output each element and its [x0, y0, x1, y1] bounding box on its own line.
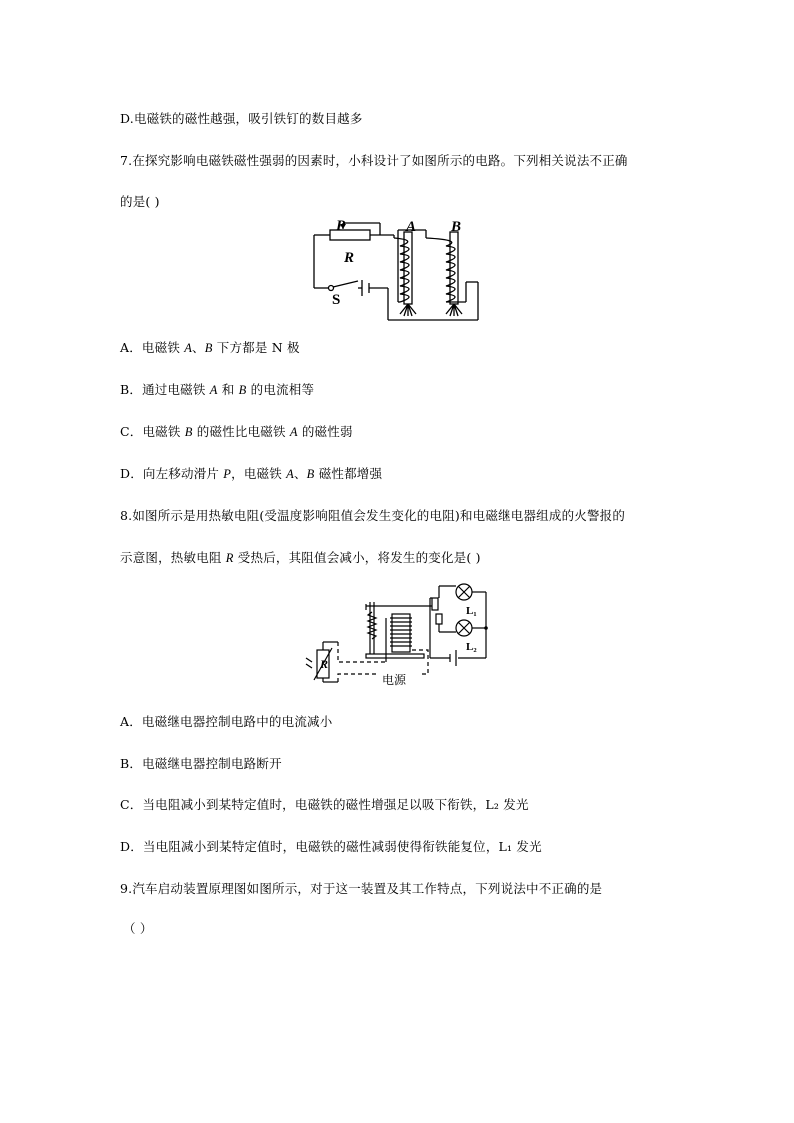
- text: B．通过电磁铁: [120, 382, 210, 397]
- option-d-q6: [120, 111, 363, 127]
- label-p: P: [336, 218, 346, 234]
- text: 的磁性弱: [297, 424, 353, 439]
- label-b: B: [451, 219, 462, 235]
- label-r: R: [320, 657, 329, 671]
- label-power-source: 电源: [382, 673, 407, 687]
- text: A．电磁继电器控制电路中的电流减小: [120, 714, 333, 729]
- question-7-stem-end: [120, 194, 160, 210]
- italic-b: B: [204, 341, 213, 355]
- text: D．向左移动滑片: [120, 466, 224, 481]
- text: 下方都是 N 极: [212, 340, 300, 355]
- text: ，电磁铁: [231, 466, 287, 481]
- text: A．电磁铁: [120, 340, 185, 355]
- label-l1: L₁: [466, 605, 477, 617]
- italic-b: B: [238, 383, 247, 397]
- text: D．当电阻减小到某特定值时，电磁铁的磁性减弱使得衔铁能复位，L₁ 发光: [120, 839, 542, 854]
- text: 7.在探究影响电磁铁磁性强弱的因素时，小科设计了如图所示的电路。下列相关说法不正确: [120, 153, 628, 168]
- italic-a: A: [184, 341, 193, 355]
- figure-relay-fire-alarm: [300, 578, 500, 690]
- question-9-blank: [123, 921, 153, 937]
- label-l2: L₂: [466, 641, 477, 653]
- label-s: S: [332, 292, 341, 308]
- text: B．电磁继电器控制电路断开: [120, 756, 282, 771]
- italic-b: B: [306, 467, 315, 481]
- option-d-q7: [120, 466, 382, 482]
- italic-p: P: [223, 467, 232, 481]
- option-d-q8: [120, 839, 542, 855]
- text: 、: [293, 466, 307, 481]
- option-c-q7: [120, 424, 353, 440]
- text: 磁性都增强: [314, 466, 383, 481]
- text: 的电流相等: [246, 382, 315, 397]
- text: （ ）: [123, 921, 153, 936]
- figure-electromagnet-circuit: [300, 218, 500, 328]
- italic-a: A: [209, 383, 218, 397]
- italic-r: R: [225, 551, 234, 565]
- italic-b: B: [184, 425, 193, 439]
- text: 8.如图所示是用热敏电阻(受温度影响阻值会发生变化的电阻)和电磁继电器组成的火警报的: [120, 508, 626, 523]
- question-8-stem: [120, 508, 625, 524]
- option-a-q7: [120, 340, 300, 356]
- text: 的磁性比电磁铁: [192, 424, 290, 439]
- option-c-q8: [120, 797, 529, 813]
- italic-a: A: [286, 467, 294, 481]
- label-r: R: [344, 250, 355, 266]
- option-b-q7: [120, 382, 314, 398]
- option-a-q8: [120, 714, 332, 730]
- text: 示意图，热敏电阻: [120, 550, 226, 565]
- option-b-q8: [120, 756, 282, 772]
- text: 的是( ): [120, 194, 160, 209]
- text: 和: [217, 382, 239, 397]
- italic-a: A: [289, 425, 298, 439]
- text: C．电磁铁: [120, 424, 185, 439]
- text: D.电磁铁的磁性越强，吸引铁钉的数目越多: [120, 111, 363, 126]
- label-a: A: [406, 219, 417, 235]
- text: 受热后，其阻值会减小，将发生的变化是( ): [233, 550, 481, 565]
- text: C．当电阻减小到某特定值时，电磁铁的磁性增强足以吸下衔铁，L₂ 发光: [120, 797, 529, 812]
- question-8-stem-end: [120, 550, 481, 566]
- text: 、: [192, 340, 205, 355]
- question-7-stem: [120, 153, 628, 169]
- question-9-stem: [120, 881, 602, 897]
- text: 9.汽车启动装置原理图如图所示，对于这一装置及其工作特点，下列说法中不正确的是: [120, 881, 603, 896]
